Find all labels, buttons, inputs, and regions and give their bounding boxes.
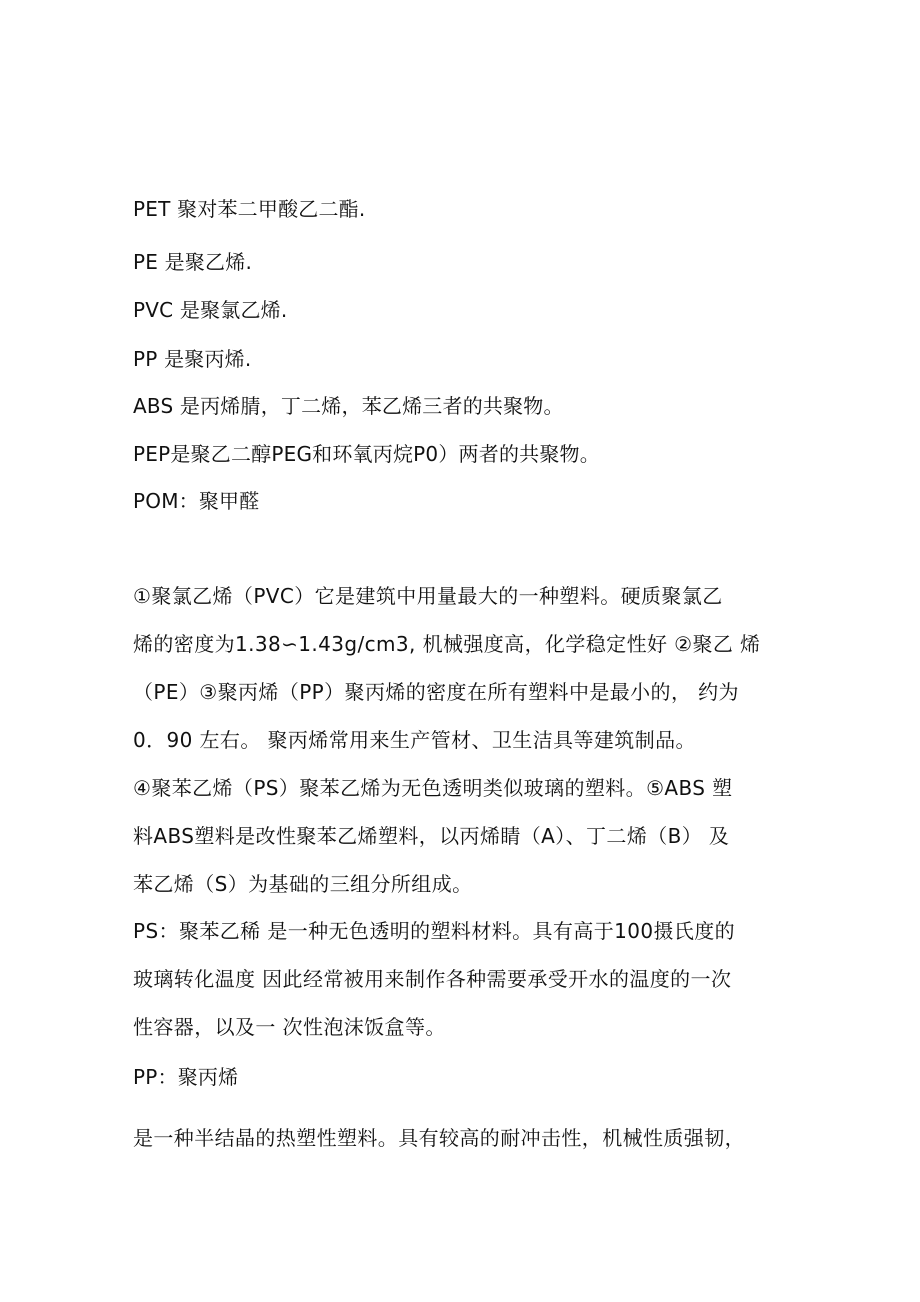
- paragraph-line: 烯的密度为1.38∽1.43g/cm3, 机械强度高，化学稳定性好 ②聚乙 烯: [133, 632, 761, 656]
- paragraph-line: ①聚氯乙烯（PVC）它是建筑中用量最大的一种塑料。硬质聚氯乙: [133, 584, 723, 608]
- definition-pep: PEP是聚乙二醇PEG和环氧丙烷P0）两者的共聚物。: [133, 442, 600, 466]
- definition-pp: PP 是聚丙烯.: [133, 347, 252, 371]
- paragraph-line: 玻璃转化温度 因此经常被用来制作各种需要承受开水的温度的一次: [133, 967, 732, 991]
- pp-description: 是一种半结晶的热塑性塑料。具有较高的耐冲击性，机械性质强韧，: [133, 1126, 745, 1150]
- paragraph-line: 料ABS塑料是改性聚苯乙烯塑料，以丙烯睛（A）、丁二烯（B） 及: [133, 824, 730, 848]
- paragraph-line: 0．90 左右。 聚丙烯常用来生产管材、卫生洁具等建筑制品。: [133, 728, 696, 752]
- paragraph-line: ④聚苯乙烯（PS）聚苯乙烯为无色透明类似玻璃的塑料。⑤ABS 塑: [133, 776, 733, 800]
- pp-heading: PP：聚丙烯: [133, 1065, 239, 1089]
- paragraph-line: （PE）③聚丙烯（PP）聚丙烯的密度在所有塑料中是最小的， 约为: [133, 680, 739, 704]
- paragraph-line: 苯乙烯（S）为基础的三组分所组成。: [133, 872, 473, 896]
- definition-pe: PE 是聚乙烯.: [133, 250, 253, 274]
- definition-abs: ABS 是丙烯腈，丁二烯，苯乙烯三者的共聚物。: [133, 394, 564, 418]
- definition-pet: PET 聚对苯二甲酸乙二酯.: [133, 197, 366, 221]
- definition-pvc: PVC 是聚氯乙烯.: [133, 298, 288, 322]
- definition-pom: POM：聚甲醛: [133, 489, 260, 513]
- paragraph-line: 性容器，以及一 次性泡沫饭盒等。: [133, 1015, 446, 1039]
- paragraph-line: PS：聚苯乙稀 是一种无色透明的塑料材料。具有高于100摄氏度的: [133, 919, 736, 943]
